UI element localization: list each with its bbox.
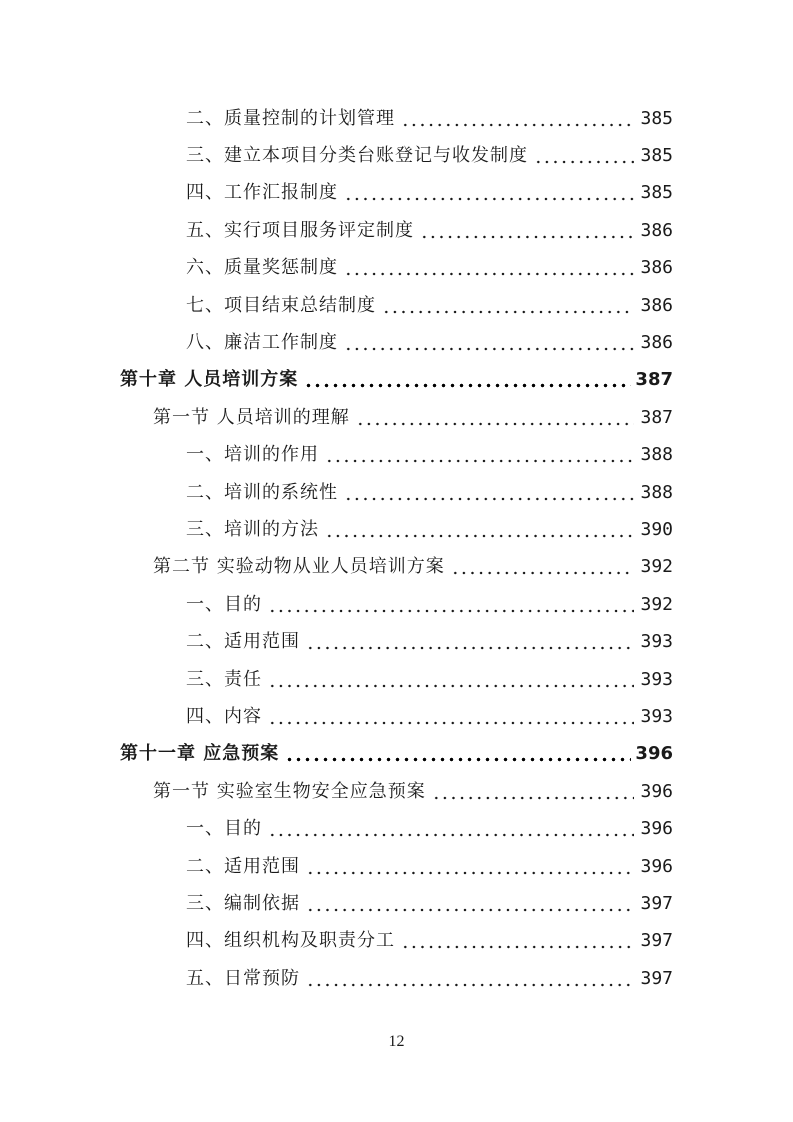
toc-entry-title: 三、培训的方法 <box>186 518 319 540</box>
toc-entry-page: 386 <box>640 219 673 241</box>
dot-leader <box>325 521 634 539</box>
dot-leader <box>382 297 634 315</box>
toc-entry-page: 396 <box>640 818 673 840</box>
toc-chapter-entry[interactable] <box>0 736 793 773</box>
dot-leader <box>306 970 634 988</box>
toc-entry-page: 396 <box>640 780 673 802</box>
toc-item-entry[interactable] <box>0 287 793 324</box>
dot-leader <box>268 708 634 726</box>
toc-entry-title: 四、组织机构及职责分工 <box>186 930 395 952</box>
dot-leader <box>401 932 634 950</box>
toc-entry-page: 393 <box>640 668 673 690</box>
toc-entry-title: 一、培训的作用 <box>186 444 319 466</box>
toc-entry-page: 393 <box>640 631 673 653</box>
dot-leader <box>344 484 634 502</box>
toc-entry-page: 387 <box>640 406 673 428</box>
toc-item-entry[interactable] <box>0 175 793 212</box>
toc-entry-page: 385 <box>640 182 673 204</box>
dot-leader <box>401 110 634 128</box>
toc-entry-page: 388 <box>640 481 673 503</box>
toc-entry-title: 一、目的 <box>186 593 262 615</box>
toc-item-entry[interactable] <box>0 437 793 474</box>
toc-entry-title: 二、培训的系统性 <box>186 481 338 503</box>
toc-entry-page: 385 <box>640 145 673 167</box>
toc-entry-page: 388 <box>640 444 673 466</box>
toc-entry-page: 392 <box>640 593 673 615</box>
toc-item-entry[interactable] <box>0 885 793 922</box>
table-of-contents <box>0 100 793 997</box>
toc-item-entry[interactable] <box>0 474 793 511</box>
dot-leader <box>268 671 634 689</box>
dot-leader <box>344 184 634 202</box>
toc-entry-title: 五、实行项目服务评定制度 <box>186 219 414 241</box>
toc-entry-title: 二、适用范围 <box>186 855 300 877</box>
toc-item-entry[interactable] <box>0 250 793 287</box>
toc-entry-title: 四、工作汇报制度 <box>186 182 338 204</box>
dot-leader <box>306 633 634 651</box>
toc-entry-title: 第十一章 应急预案 <box>120 743 280 765</box>
toc-entry-page: 393 <box>640 705 673 727</box>
toc-entry-title: 五、日常预防 <box>186 967 300 989</box>
toc-item-entry[interactable] <box>0 848 793 885</box>
dot-leader <box>344 259 634 277</box>
toc-entry-title: 第二节 实验动物从业人员培训方案 <box>153 556 445 578</box>
dot-leader <box>356 409 635 427</box>
dot-leader <box>268 820 634 838</box>
toc-entry-title: 六、质量奖惩制度 <box>186 257 338 279</box>
toc-entry-title: 第十章 人员培训方案 <box>120 369 299 391</box>
dot-leader <box>420 222 634 240</box>
toc-item-entry[interactable] <box>0 324 793 361</box>
toc-entry-title: 第一节 实验室生物安全应急预案 <box>153 780 426 802</box>
toc-item-entry[interactable] <box>0 698 793 735</box>
toc-entry-page: 397 <box>640 930 673 952</box>
toc-section-entry[interactable] <box>0 773 793 810</box>
dot-leader <box>268 596 634 614</box>
toc-item-entry[interactable] <box>0 137 793 174</box>
dot-leader <box>304 371 631 389</box>
toc-entry-title: 二、质量控制的计划管理 <box>186 107 395 129</box>
dot-leader <box>451 558 635 576</box>
toc-entry-page: 390 <box>640 518 673 540</box>
toc-entry-title: 二、适用范围 <box>186 631 300 653</box>
toc-entry-title: 八、廉洁工作制度 <box>186 332 338 354</box>
toc-entry-page: 386 <box>640 294 673 316</box>
toc-item-entry[interactable] <box>0 623 793 660</box>
toc-entry-page: 386 <box>640 332 673 354</box>
toc-item-entry[interactable] <box>0 661 793 698</box>
toc-entry-page: 385 <box>640 107 673 129</box>
toc-entry-title: 四、内容 <box>186 705 262 727</box>
toc-section-entry[interactable] <box>0 549 793 586</box>
toc-item-entry[interactable] <box>0 511 793 548</box>
toc-entry-title: 七、项目结束总结制度 <box>186 294 376 316</box>
toc-entry-title: 第一节 人员培训的理解 <box>153 406 350 428</box>
toc-item-entry[interactable] <box>0 212 793 249</box>
dot-leader <box>344 334 634 352</box>
toc-entry-page: 387 <box>635 369 673 391</box>
page-number: 12 <box>388 1033 405 1050</box>
toc-entry-page: 396 <box>640 855 673 877</box>
dot-leader <box>306 858 634 876</box>
dot-leader <box>285 745 631 763</box>
toc-item-entry[interactable] <box>0 960 793 997</box>
toc-chapter-entry[interactable] <box>0 362 793 399</box>
toc-entry-page: 397 <box>640 967 673 989</box>
dot-leader <box>534 147 634 165</box>
toc-entry-title: 一、目的 <box>186 818 262 840</box>
toc-item-entry[interactable] <box>0 810 793 847</box>
toc-entry-page: 392 <box>640 556 673 578</box>
toc-entry-page: 396 <box>635 743 673 765</box>
toc-item-entry[interactable] <box>0 923 793 960</box>
dot-leader <box>432 783 635 801</box>
toc-section-entry[interactable] <box>0 399 793 436</box>
toc-entry-title: 三、责任 <box>186 668 262 690</box>
dot-leader <box>325 446 634 464</box>
toc-item-entry[interactable] <box>0 100 793 137</box>
toc-entry-page: 386 <box>640 257 673 279</box>
toc-item-entry[interactable] <box>0 586 793 623</box>
toc-entry-title: 三、建立本项目分类台账登记与收发制度 <box>186 145 528 167</box>
toc-entry-page: 397 <box>640 892 673 914</box>
dot-leader <box>306 895 634 913</box>
toc-entry-title: 三、编制依据 <box>186 892 300 914</box>
